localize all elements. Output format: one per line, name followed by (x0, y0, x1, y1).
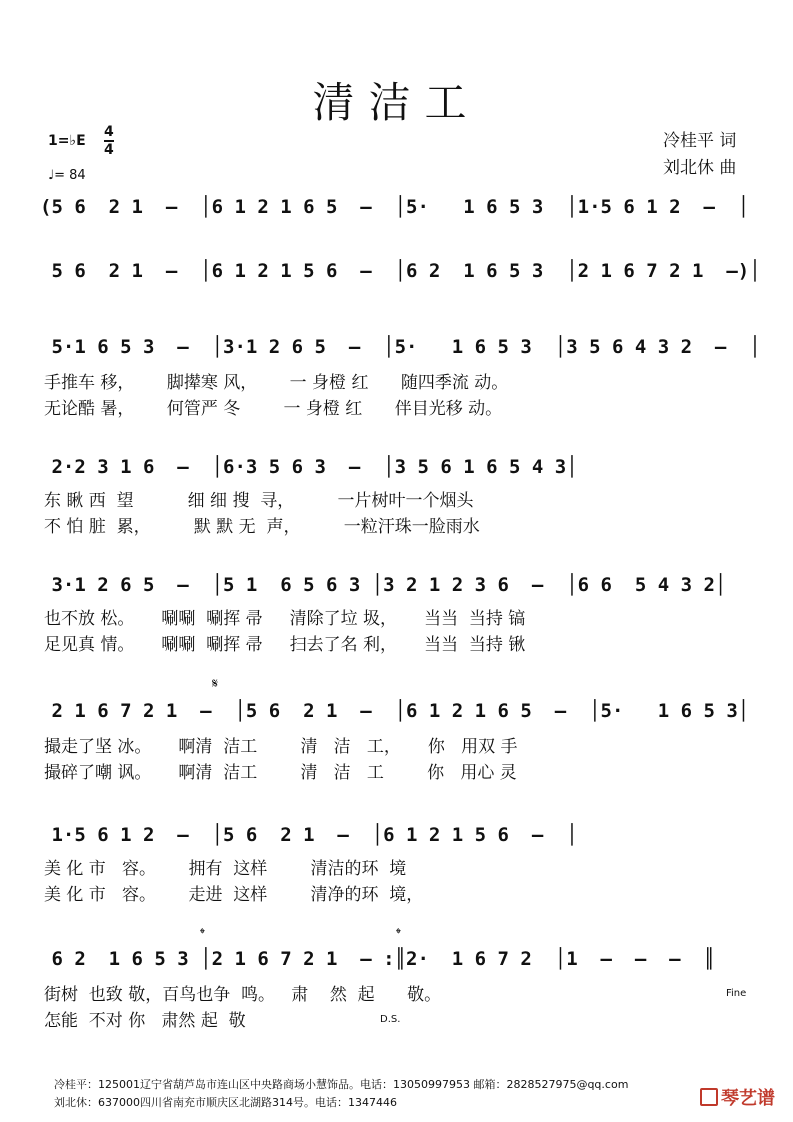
score-row-2: 5 6 2 1 – │6 1 2 1 5 6 – │6 2 1 6 5 3 │2 1 6 7 2 1 –)│ (40, 260, 761, 282)
time-signature-bottom: 4 (104, 142, 114, 158)
lyrics-row-4-verse-2: 不 怕 脏 累， 默 默 无 声， 一粒汗珠一脸雨水 (44, 517, 480, 537)
score-row-8: 6 2 1 6 5 3 │2 1 6 7 2 1 – :║2· 1 6 7 2 │1 – – – ║ (40, 948, 715, 970)
coda-sign-1: 𝄌 (200, 926, 205, 942)
lyrics-row-5-verse-2: 足见真 情。 唰唰 唰挥 帚 扫去了名 利， 当当 当持 锹 (44, 635, 526, 655)
score-row-4: 2·2 3 1 6 – │6·3 5 6 3 – │3 5 6 1 6 5 4 3│ (40, 456, 578, 478)
lyrics-row-7-verse-1: 美 化 市 容。 拥有 这样 清洁的环 境 (44, 859, 407, 879)
lyrics-row-7-verse-2: 美 化 市 容。 走进 这样 清净的环 境， (44, 885, 424, 905)
lyrics-row-6-verse-1: 撮走了坚 冰。 啊清 洁工 清 洁 工， 你 用双 手 (44, 737, 518, 757)
lyrics-row-6-verse-2: 撮碎了嘲 讽。 啊清 洁工 清 洁 工 你 用心 灵 (44, 763, 517, 783)
time-signature-top: 4 (104, 124, 114, 140)
score-row-1: (5 6 2 1 – │6 1 2 1 6 5 – │5· 1 6 5 3 │1·5 6 1 2 – │ (40, 196, 750, 218)
footer-lyricist-contact: 冷桂平：125001辽宁省葫芦岛市连山区中央路商场小慧饰品。电话：13050997953 邮箱：2828527975@qq.com (54, 1078, 629, 1091)
segno-sign: 𝄋 (212, 676, 219, 692)
song-title: 清洁工 (312, 78, 481, 127)
composer-credit: 刘北休 曲 (663, 158, 737, 178)
score-row-7: 1·5 6 1 2 – │5 6 2 1 – │6 1 2 1 5 6 – │ (40, 824, 578, 846)
ds-marking: D.S. (380, 1014, 401, 1025)
lyrics-row-5-verse-1: 也不放 松。 唰唰 唰挥 帚 清除了垃 圾， 当当 当持 镐 (44, 609, 526, 629)
tempo-marking: ♩= 84 (48, 168, 86, 183)
coda-sign-2: 𝄌 (396, 926, 401, 942)
lyrics-row-8-verse-1: 街树 也致 敬，百鸟也争 鸣。 肃 然 起 敬。 (44, 985, 442, 1005)
key-signature: 1=♭E (48, 133, 86, 149)
lyrics-row-8-verse-2: 怎能 不对 你 肃然 起 敬 (44, 1011, 246, 1031)
time-signature (104, 124, 114, 158)
lyrics-row-3-verse-2: 无论酷 暑， 何管严 冬 一 身橙 红 伴目光移 动。 (44, 399, 503, 419)
score-row-3: 5·1 6 5 3 – │3·1 2 6 5 – │5· 1 6 5 3 │3 5 6 4 3 2 – │ (40, 336, 761, 358)
lyrics-row-3-verse-1: 手推车 移， 脚撵寒 风， 一 身橙 红 随四季流 动。 (44, 373, 509, 393)
lyrics-row-4-verse-1: 东 瞅 西 望 细 细 搜 寻， 一片树叶一个烟头 (44, 491, 474, 511)
logo-text: 琴艺谱 (721, 1088, 775, 1109)
score-row-5: 3·1 2 6 5 – │5 1 6 5 6 3 │3 2 1 2 3 6 – │6 6 5 4 3 2│ (40, 574, 727, 596)
logo-icon (700, 1088, 718, 1106)
score-row-6: 2 1 6 7 2 1 – │5 6 2 1 – │6 1 2 1 6 5 – │5· 1 6 5 3│ (40, 700, 750, 722)
fine-marking: Fine (726, 988, 747, 999)
site-logo (700, 1084, 775, 1110)
lyricist-credit: 冷桂平 词 (663, 131, 737, 151)
footer-composer-contact: 刘北休：637000四川省南充市顺庆区北湖路314号。电话：1347446 (54, 1096, 397, 1109)
